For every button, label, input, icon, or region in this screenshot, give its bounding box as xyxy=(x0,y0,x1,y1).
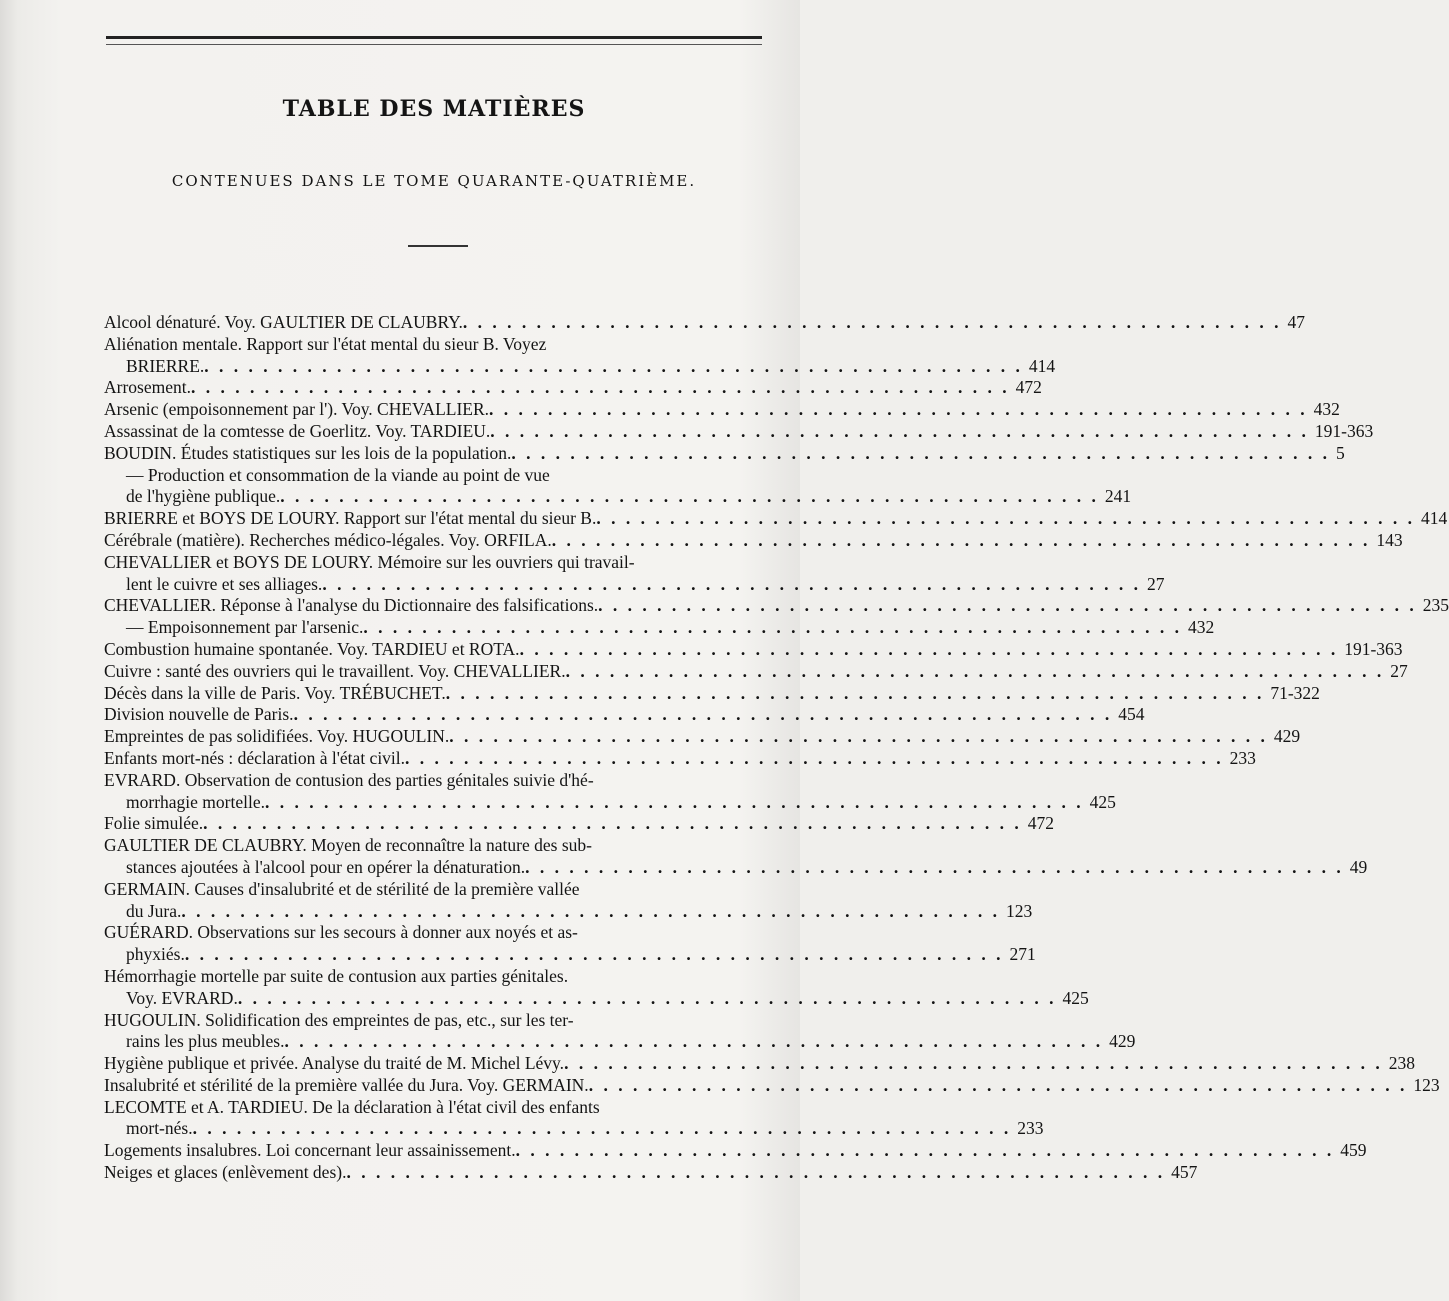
entry-text: CHEVALLIER. Réponse à l'analyse du Dictionnaire des falsifications. xyxy=(104,595,599,616)
index-entry xyxy=(104,704,1145,726)
index-entry xyxy=(104,922,764,944)
entry-text: Décès dans la ville de Paris. Voy. TRÉBUCHET. xyxy=(104,682,446,703)
entry-page-number: 271 xyxy=(1009,944,1036,965)
entry-text: Cérébrale (matière). Recherches médico-légales. Voy. ORFILA. xyxy=(104,529,552,550)
index-entry xyxy=(104,465,764,487)
entry-text: — Empoisonnement par l'arsenic. xyxy=(126,617,364,638)
index-entry xyxy=(104,966,764,988)
leader-dots xyxy=(322,574,1141,596)
leader-dots xyxy=(204,356,1023,378)
entry-text: du Jura. xyxy=(126,900,182,921)
index-entry xyxy=(104,660,1408,683)
page-title: TABLE DES MATIÈRES xyxy=(282,96,586,122)
leader-dots xyxy=(193,1118,1012,1140)
index-entry xyxy=(104,638,1403,661)
leader-dots xyxy=(552,530,1371,552)
entry-page-number: 459 xyxy=(1340,1140,1367,1161)
page-subtitle: CONTENUES DANS LE TOME QUARANTE-QUATRIÈME. xyxy=(171,172,697,190)
entry-page-number: 414 xyxy=(1028,355,1056,376)
entry-page-number: 457 xyxy=(1171,1162,1198,1183)
index-entry xyxy=(104,442,1345,465)
entry-text: lent le cuivre et ses alliages. xyxy=(126,573,323,594)
entry-text: Alcool dénaturé. Voy. GAULTIER DE CLAUBRY. xyxy=(104,312,463,332)
entry-page-number: 191-363 xyxy=(1314,420,1374,441)
entry-text: morrhagie mortelle. xyxy=(126,791,265,812)
leader-dots xyxy=(265,792,1084,814)
entry-text: Insalubrité et stérilité de la première vallée du Jura. Voy. GERMAIN. xyxy=(104,1074,589,1095)
index-entry xyxy=(104,1053,1415,1075)
leader-dots xyxy=(525,857,1344,879)
leader-dots xyxy=(511,443,1330,465)
entry-text: Combustion humaine spontanée. Voy. TARDIEU et ROTA. xyxy=(104,638,520,659)
entry-page-number: 191-363 xyxy=(1344,638,1403,659)
entry-page-number: 414 xyxy=(1420,508,1448,529)
entry-text: Neiges et glaces (enlèvement des). xyxy=(104,1162,347,1183)
entry-text: Cuivre : santé des ouvriers qui le travaillent. Voy. CHEVALLIER. xyxy=(104,660,566,681)
index-entry xyxy=(104,770,764,792)
index-entry xyxy=(104,813,1055,835)
entry-page-number: 432 xyxy=(1313,399,1340,420)
entry-page-number: 49 xyxy=(1349,856,1368,877)
index-entry xyxy=(104,486,1132,508)
leader-dots xyxy=(363,617,1182,639)
entry-text: CHEVALLIER et BOYS DE LOURY. Mémoire sur les ouvriers qui travail- xyxy=(104,551,635,572)
entry-text: BRIERRE. xyxy=(126,355,205,376)
index-entry xyxy=(104,791,1116,814)
entry-text: Folie simulée. xyxy=(104,813,204,834)
index-entry xyxy=(104,1074,1440,1097)
top-rule-thin xyxy=(106,44,762,45)
entry-text: Assassinat de la comtesse de Goerlitz. Voy. TARDIEU. xyxy=(104,420,491,441)
index-entry xyxy=(104,747,1256,770)
entry-text: Hémorrhagie mortelle par suite de contusion aux parties génitales. xyxy=(104,965,569,986)
entry-text: GUÉRARD. Observations sur les secours à donner aux noyés et as- xyxy=(104,922,578,943)
entry-text: HUGOULIN. Solidification des empreintes de pas, etc., sur les ter- xyxy=(104,1009,574,1030)
index-entry xyxy=(104,420,1374,443)
entry-page-number: 71-322 xyxy=(1270,682,1320,703)
index-entry xyxy=(104,334,764,356)
entry-page-number: 5 xyxy=(1335,442,1345,463)
entry-text: rains les plus meubles. xyxy=(126,1031,285,1052)
index-list xyxy=(104,312,1449,1184)
leader-dots xyxy=(405,748,1224,770)
index-entry xyxy=(104,1140,1367,1162)
entry-page-number: 425 xyxy=(1089,791,1116,812)
entry-text: Aliénation mentale. Rapport sur l'état mental du sieur B. Voyez xyxy=(104,333,547,354)
index-entry xyxy=(104,573,1165,596)
entry-page-number: 27 xyxy=(1390,660,1408,681)
entry-text: Enfants mort-nés : déclaration à l'état civil. xyxy=(104,747,406,768)
entry-text: Logements insalubres. Loi concernant leur assainissement. xyxy=(104,1140,516,1161)
entry-page-number: 123 xyxy=(1413,1074,1440,1095)
index-entry xyxy=(104,377,1042,399)
entry-text: GERMAIN. Causes d'insalubrité et de stérilité de la première vallée xyxy=(104,878,580,899)
index-entry xyxy=(104,617,1215,639)
index-entry xyxy=(104,900,1033,923)
index-entry xyxy=(104,856,1368,879)
leader-dots xyxy=(489,399,1308,421)
top-rule xyxy=(106,36,762,39)
leader-dots xyxy=(446,683,1265,705)
index-entry xyxy=(104,529,1403,552)
index-entry xyxy=(104,944,1036,966)
index-entry xyxy=(104,1097,764,1119)
index-entry xyxy=(104,355,1056,378)
index-entry xyxy=(104,1010,764,1032)
leader-dots xyxy=(185,944,1004,966)
entry-page-number: 233 xyxy=(1229,747,1256,768)
entry-page-number: 27 xyxy=(1146,573,1165,594)
index-entry xyxy=(104,552,764,574)
entry-text: Voy. EVRARD. xyxy=(126,987,238,1008)
leader-dots xyxy=(463,312,1282,334)
entry-page-number: 241 xyxy=(1104,486,1132,507)
index-entry xyxy=(104,682,1320,705)
entry-page-number: 425 xyxy=(1062,987,1089,1008)
leader-dots xyxy=(598,595,1417,617)
leader-dots xyxy=(191,377,1010,399)
entry-page-number: 238 xyxy=(1388,1053,1415,1074)
entry-page-number: 429 xyxy=(1109,1031,1136,1052)
entry-page-number: 123 xyxy=(1006,900,1033,921)
index-entry xyxy=(104,987,1089,1010)
leader-dots xyxy=(294,704,1113,726)
entry-page-number: 454 xyxy=(1118,704,1145,725)
leader-dots xyxy=(566,661,1385,683)
leader-dots xyxy=(238,988,1057,1010)
index-entry xyxy=(104,879,764,901)
leader-dots xyxy=(346,1162,1165,1184)
index-entry xyxy=(104,399,1340,421)
entry-text: LECOMTE et A. TARDIEU. De la déclaration à l'état civil des enfants xyxy=(104,1096,600,1117)
leader-dots xyxy=(280,486,1099,508)
index-entry xyxy=(104,835,764,857)
index-entry xyxy=(104,508,1448,530)
entry-text: Division nouvelle de Paris. xyxy=(104,704,294,725)
entry-text: BRIERRE et BOYS DE LOURY. Rapport sur l'état mental du sieur B. xyxy=(104,508,597,529)
entry-page-number: 235 xyxy=(1422,595,1449,616)
index-entry xyxy=(104,595,1449,617)
entry-text: Arrosement. xyxy=(104,377,191,398)
entry-text: de l'hygiène publique. xyxy=(126,486,281,507)
leader-dots xyxy=(589,1075,1408,1097)
entry-page-number: 432 xyxy=(1188,617,1215,638)
leader-dots xyxy=(449,726,1268,748)
entry-page-number: 47 xyxy=(1287,312,1306,332)
entry-text: — Production et consommation de la viande au point de vue xyxy=(126,464,550,485)
entry-text: GAULTIER DE CLAUBRY. Moyen de reconnaître la nature des sub- xyxy=(104,835,592,856)
entry-page-number: 472 xyxy=(1015,377,1042,398)
index-entry xyxy=(104,1118,1044,1140)
leader-dots xyxy=(203,813,1022,835)
leader-dots xyxy=(564,1053,1383,1075)
section-divider xyxy=(408,245,468,247)
leader-dots xyxy=(596,508,1415,530)
entry-text: mort-nés. xyxy=(126,1118,193,1139)
entry-text: Arsenic (empoisonnement par l'). Voy. CHEVALLIER. xyxy=(104,399,490,420)
entry-text: EVRARD. Observation de contusion des parties génitales suivie d'hé- xyxy=(104,769,594,790)
entry-page-number: 429 xyxy=(1273,726,1301,747)
leader-dots xyxy=(520,639,1339,661)
entry-text: stances ajoutées à l'alcool pour en opérer la dénaturation. xyxy=(126,856,526,877)
leader-dots xyxy=(516,1140,1335,1162)
entry-text: phyxiés. xyxy=(126,944,185,965)
index-entry xyxy=(104,726,1301,748)
entry-page-number: 143 xyxy=(1376,529,1403,550)
index-entry xyxy=(104,312,1306,334)
entry-text: Empreintes de pas solidifiées. Voy. HUGOULIN. xyxy=(104,726,450,747)
index-entry xyxy=(104,1162,1198,1184)
leader-dots xyxy=(181,901,1000,923)
leader-dots xyxy=(490,421,1309,443)
entry-page-number: 472 xyxy=(1027,813,1055,834)
entry-text: Hygiène publique et privée. Analyse du traité de M. Michel Lévy. xyxy=(104,1053,565,1074)
index-entry xyxy=(104,1031,1136,1053)
entry-text: BOUDIN. Études statistiques sur les lois de la population. xyxy=(104,442,512,463)
leader-dots xyxy=(284,1031,1103,1053)
entry-page-number: 233 xyxy=(1017,1118,1044,1139)
